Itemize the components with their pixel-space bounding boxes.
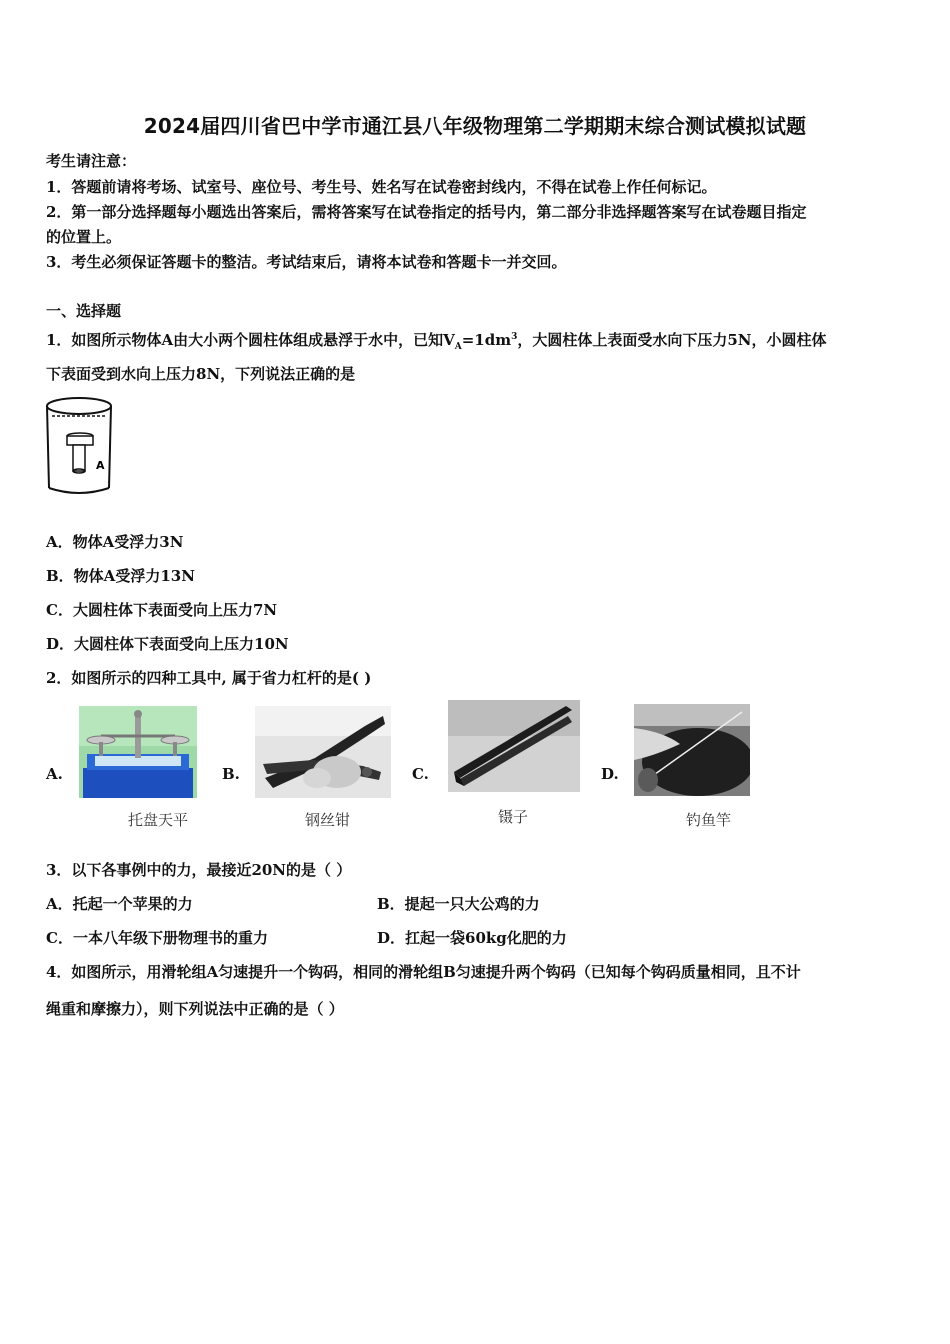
q2-caption-d: 钓鱼竿: [686, 811, 732, 829]
question-4-stem-line2: 绳重和摩擦力），则下列说法中正确的是（ ）: [46, 1000, 344, 1018]
q1-option-a: A．物体A受浮力3N: [46, 533, 184, 551]
notice-item: 3．考生必须保证答题卡的整洁。考试结束后，请将本试卷和答题卡一并交回。: [46, 253, 567, 271]
q1-option-c: C．大圆柱体下表面受向上压力7N: [46, 601, 278, 619]
beaker-figure: [44, 394, 118, 500]
q3-option-a: A．托起一个苹果的力: [46, 895, 193, 913]
question-2-stem: 2．如图所示的四种工具中, 属于省力杠杆的是( ): [46, 669, 372, 687]
notice-item: 2．第一部分选择题每小题选出答案后，需将答案写在试卷指定的括号内，第二部分非选择题答案写在试卷题目指定: [46, 203, 807, 221]
q3-option-d: D．扛起一袋60kg化肥的力: [377, 929, 567, 947]
q2-caption-b: 钢丝钳: [305, 811, 351, 829]
pliers-image: [255, 706, 391, 798]
notice-heading: 考生请注意：: [46, 152, 137, 170]
fishing-rod-image: [634, 704, 750, 796]
q2-caption-c: 镊子: [498, 808, 529, 826]
q2-option-a-letter: A.: [46, 765, 63, 783]
notice-item: 的位置上。: [46, 228, 122, 246]
question-4-stem-line1: 4．如图所示，用滑轮组A匀速提升一个钩码，相同的滑轮组B匀速提升两个钩码（已知每个钩码质量相同，且不计: [46, 963, 801, 981]
q2-caption-a: 托盘天平: [128, 811, 189, 829]
tweezers-image: [448, 700, 580, 792]
q1-option-d: D．大圆柱体下表面受向上压力10N: [46, 635, 289, 653]
tray-balance-image: [79, 706, 197, 798]
section-heading: 一、选择题: [46, 302, 122, 320]
q2-option-c-letter: C.: [412, 765, 429, 783]
q2-option-b-letter: B.: [222, 765, 240, 783]
question-1-stem-line1: 1．如图所示物体A由大小两个圆柱体组成悬浮于水中，已知$V_A=1dm^3$，大圆柱体上表面受水向下压力5N，小圆柱体: [46, 331, 827, 352]
q1-option-b: B．物体A受浮力13N: [46, 567, 195, 585]
q3-option-b: B．提起一只大公鸡的力: [377, 895, 540, 913]
object-a-label: A: [96, 459, 105, 472]
notice-item: 1．答题前请将考场、试室号、座位号、考生号、姓名写在试卷密封线内，不得在试卷上作任何标记。: [46, 178, 717, 196]
question-3-stem: 3．以下各事例中的力，最接近20N的是（ ）: [46, 861, 352, 879]
q3-option-c: C．一本八年级下册物理书的重力: [46, 929, 268, 947]
page-title: 2024届四川省巴中学市通江县八年级物理第二学期期末综合测试模拟试题: [143, 114, 807, 138]
question-1-stem-line2: 下表面受到水向上压力8N，下列说法正确的是: [46, 365, 356, 383]
q2-option-d-letter: D.: [601, 765, 619, 783]
